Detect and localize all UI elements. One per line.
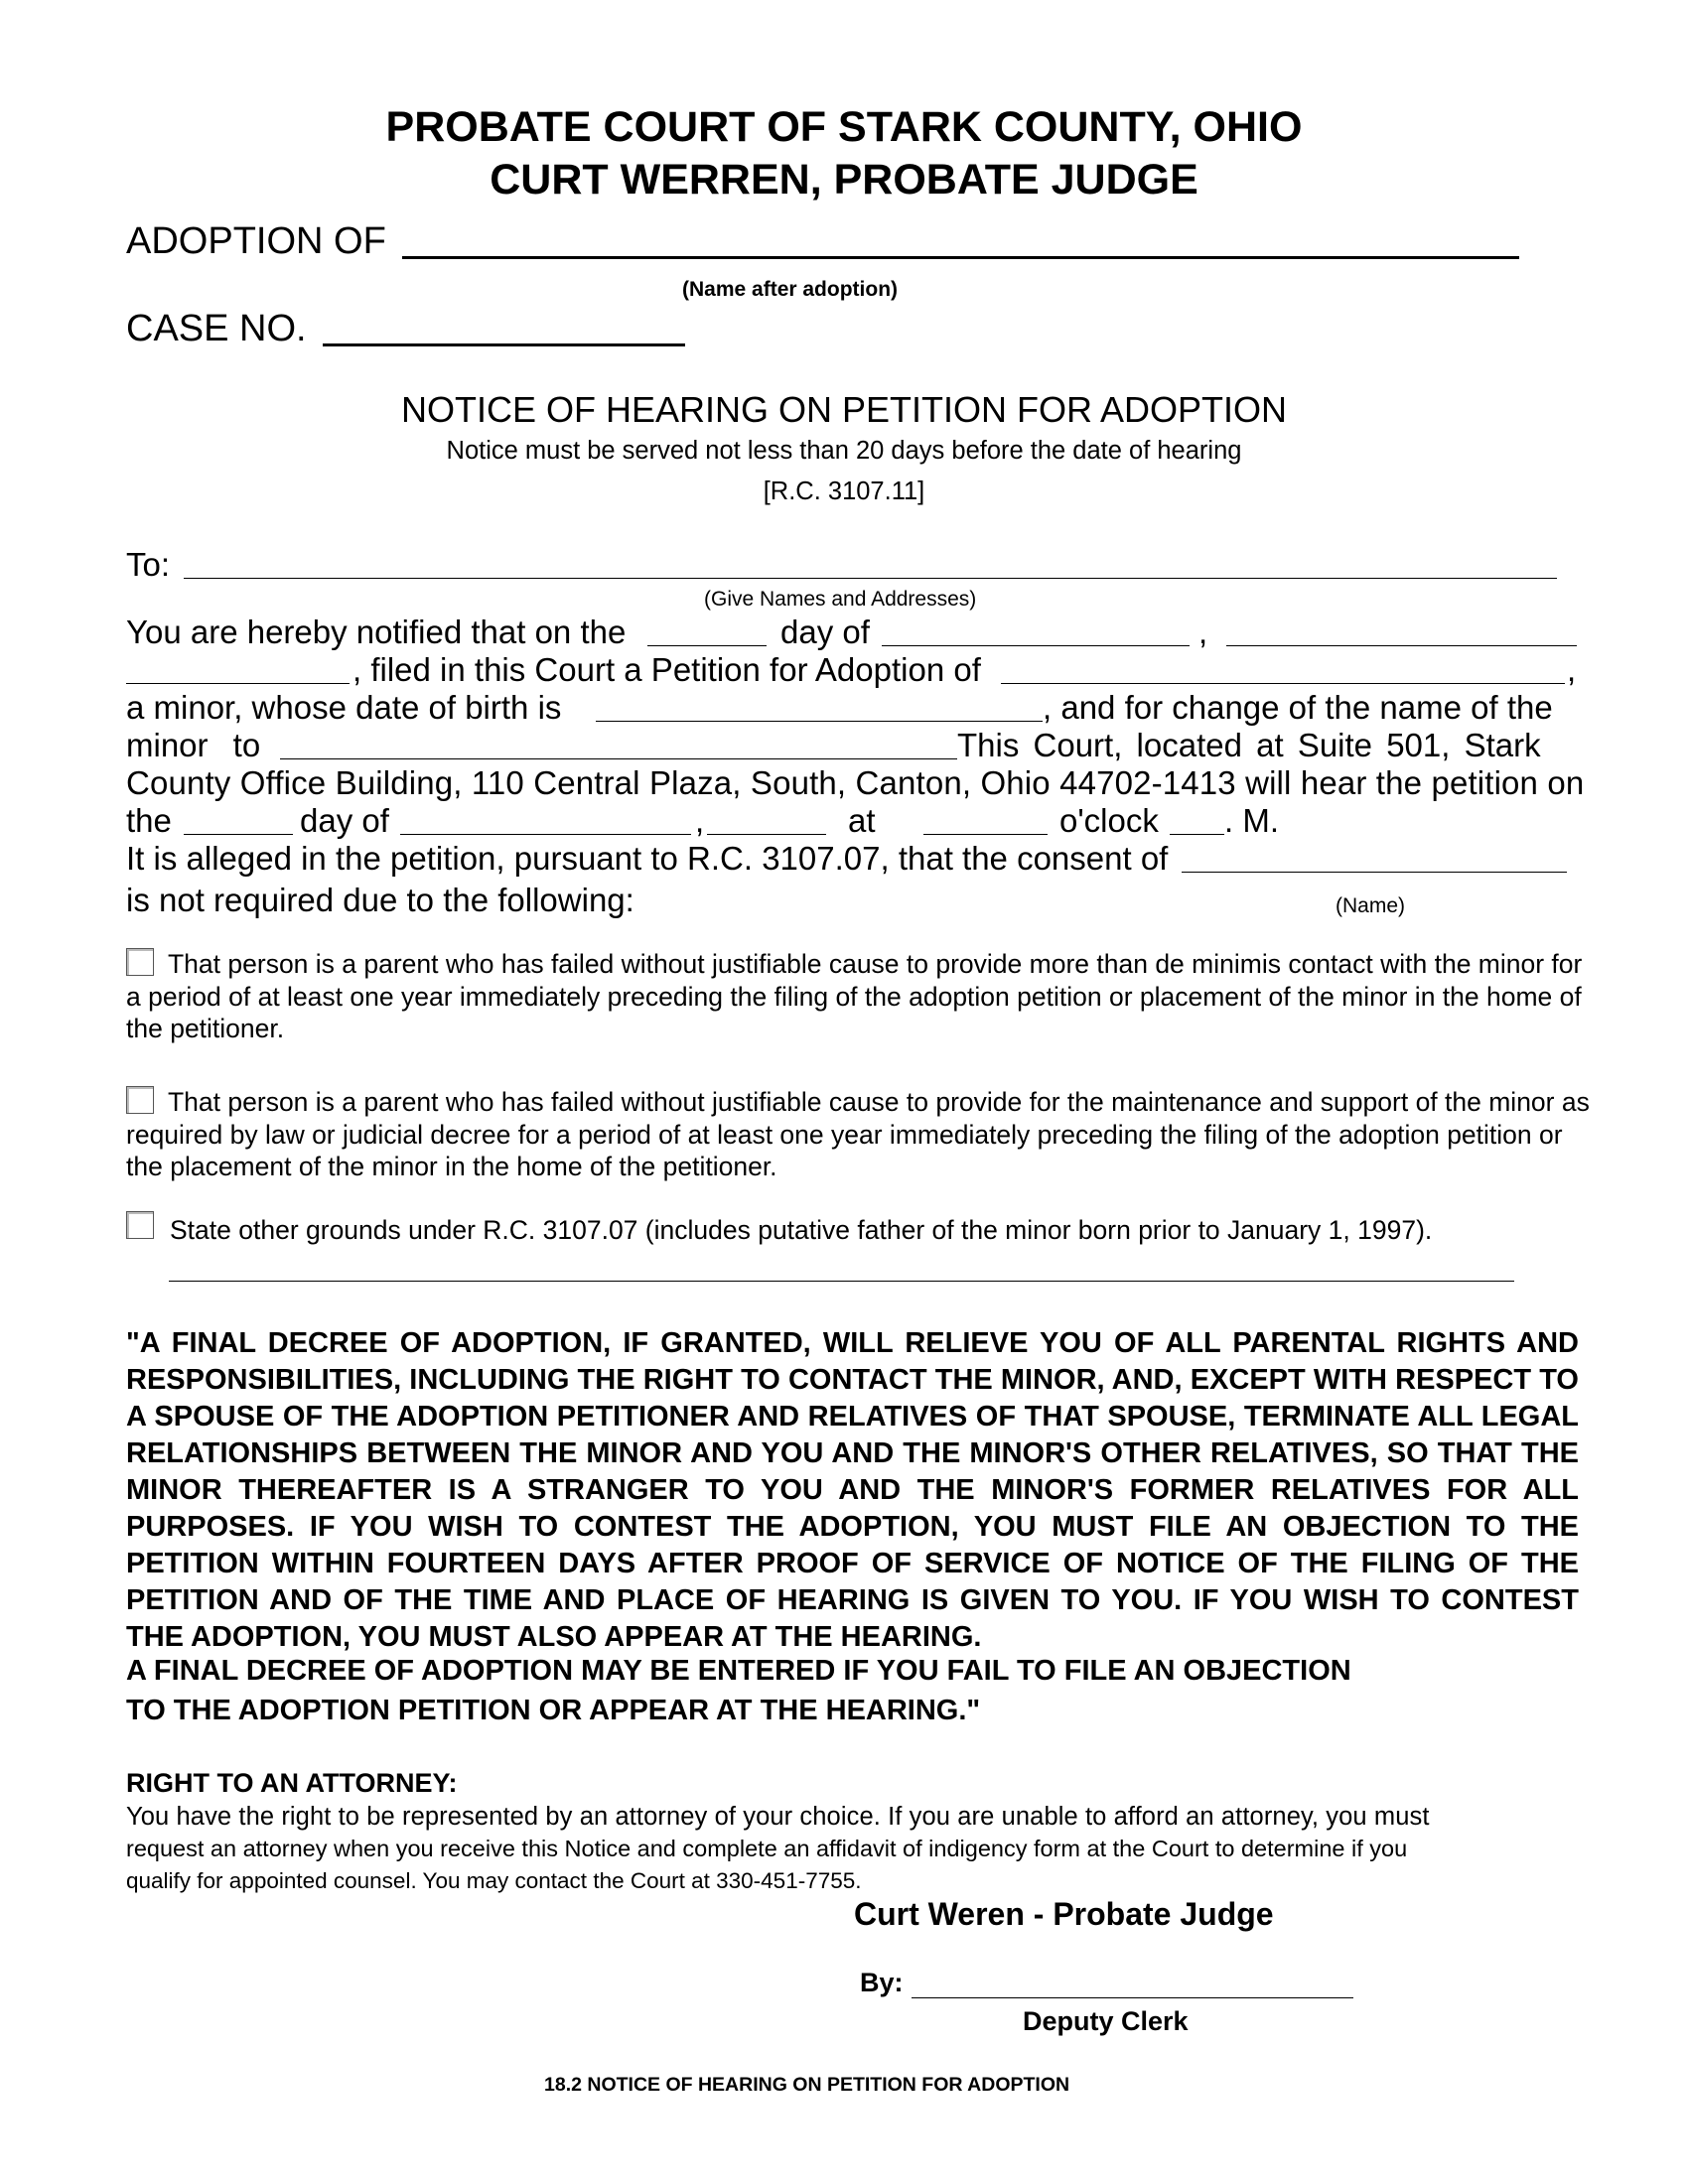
to-label: To: [126, 546, 171, 583]
court-title: PROBATE COURT OF STARK COUNTY, OHIO [385, 103, 1303, 151]
adoption-name-field[interactable] [402, 256, 1519, 259]
notice-text-line: , and for change of the name of the [1043, 689, 1553, 726]
filing-day-field[interactable] [647, 645, 767, 646]
notice-text-line: , [1567, 651, 1577, 688]
notice-text-line: day of [300, 802, 389, 839]
notice-text-line: day of [780, 614, 870, 650]
warning-main: "A FINAL DECREE OF ADOPTION, IF GRANTED, WILL RELIEVE YOU OF ALL PARENTAL RIGHTS AND RESPONSIBILITIES, INCLUDING THE RIGHT TO CONTACT THE MINOR, AND, EXCEPT WITH RESPECT TO A SPOUSE OF THE ADOPTION PETITIONER AND RELATIVES OF THAT SPOUSE, TERMINATE ALL LEGAL RELATIONSHIPS BETWEEN THE MINOR AND YOU AND THE MINOR'S OTHER RELATIVES, SO THAT THE MINOR THEREAFTER IS A STRANGER TO YOU AND THE MINOR'S FORMER RELATIVES FOR ALL PURPOSES. IF YOU WISH TO CONTEST THE ADOPTION, YOU MUST FILE AN OBJECTION TO THE PETITION WITHIN FOURTEEN DAYS AFTER PROOF OF SERVICE OF NOTICE OF THE FILING OF THE PETITION AND OF THE TIME AND PLACE OF HEARING IS GIVEN TO YOU. IF YOU WISH TO CONTEST THE ADOPTION, YOU MUST ALSO APPEAR AT THE HEARING. [126, 1327, 1579, 1653]
option-3-checkbox[interactable] [126, 1211, 154, 1239]
notice-text-line: , [1198, 614, 1208, 650]
judge-signature-name: Curt Weren - Probate Judge [854, 1896, 1274, 1932]
hearing-year-field[interactable] [707, 834, 826, 835]
recipients-hint: (Give Names and Addresses) [704, 588, 977, 611]
attorney-line-2: request an attorney when you receive this Notice and complete an affidavit of indigency form at the Court to determine if you [126, 1836, 1408, 1861]
new-name-field[interactable] [280, 758, 957, 759]
form-footer: 18.2 NOTICE OF HEARING ON PETITION FOR ADOPTION [544, 2074, 1070, 2096]
notice-text-line: a minor, whose date of birth is [126, 689, 562, 726]
case-no-label: CASE NO. [126, 308, 307, 349]
notice-text-line: This Court, located at Suite 501, Stark [957, 727, 1541, 763]
notice-text-line: You are hereby notified that on the [126, 614, 627, 650]
clerk-signature-field[interactable] [912, 1997, 1353, 1998]
notice-subtitle: Notice must be served not less than 20 days before the date of hearing [446, 437, 1242, 465]
minor-name-field[interactable] [1001, 683, 1565, 684]
name-after-adoption-hint: (Name after adoption) [682, 278, 899, 301]
hearing-day-field[interactable] [184, 834, 293, 835]
notice-text-line: It is alleged in the petition, pursuant to R.C. 3107.07, that the consent of [126, 840, 1169, 877]
am-pm-field[interactable] [1170, 834, 1224, 835]
notice-title: NOTICE OF HEARING ON PETITION FOR ADOPTION [400, 389, 1288, 430]
notice-text-line: . M. [1224, 802, 1279, 839]
notice-text-line: o'clock [1059, 802, 1159, 839]
consent-person-field[interactable] [1182, 872, 1567, 873]
attorney-heading: RIGHT TO AN ATTORNEY: [126, 1768, 458, 1798]
deputy-clerk-label: Deputy Clerk [1023, 2006, 1189, 2036]
option-3-text: State other grounds under R.C. 3107.07 (includes putative father of the minor born prior to January 1, 1997). [170, 1215, 1433, 1245]
attorney-line-1: You have the right to be represented by an attorney of your choice. If you are unable to afford an attorney, you must [126, 1803, 1430, 1831]
hearing-hour-field[interactable] [923, 834, 1048, 835]
warning-line-b: TO THE ADOPTION PETITION OR APPEAR AT THE HEARING." [126, 1695, 981, 1726]
filing-month-field[interactable] [882, 645, 1190, 646]
filing-year-continued-field[interactable] [126, 683, 350, 684]
other-grounds-field[interactable] [169, 1281, 1514, 1282]
recipients-field[interactable] [184, 578, 1557, 579]
hearing-month-field[interactable] [400, 834, 691, 835]
notice-text-line: is not required due to the following: [126, 882, 634, 918]
notice-text-line: County Office Building, 110 Central Plaza, South, Canton, Ohio 44702-1413 will hear the petition on [126, 764, 1585, 801]
attorney-line-3: qualify for appointed counsel. You may contact the Court at 330-451-7755. [126, 1868, 862, 1893]
statute-reference: [R.C. 3107.11] [763, 478, 925, 505]
case-number-field[interactable] [323, 343, 685, 346]
warning-line-a: A FINAL DECREE OF ADOPTION MAY BE ENTERED IF YOU FAIL TO FILE AN OBJECTION [126, 1655, 1351, 1687]
option-2-text: That person is a parent who has failed without justifiable cause to provide for the maintenance and support of the minor as required by law or judicial decree for a period of at least one year immediately preceding the filing of the adoption petition or the placement of the minor in the home of the petitioner. [126, 1087, 1590, 1181]
notice-text-line: at [848, 802, 876, 839]
birth-date-field[interactable] [596, 721, 1043, 722]
filing-year-field[interactable] [1226, 645, 1577, 646]
by-label: By: [860, 1968, 904, 1997]
option-1-text: That person is a parent who has failed without justifiable cause to provide more than de minimis contact with the minor for a period of at least one year immediately preceding the filing of the adoption petition or placement of the minor in the home of the petitioner. [126, 949, 1583, 1043]
notice-text-line: , [695, 802, 705, 839]
notice-text-line: , filed in this Court a Petition for Adoption of [352, 651, 981, 688]
adoption-of-label: ADOPTION OF [126, 220, 386, 262]
notice-text-line: minor to [126, 727, 261, 763]
warning-statement [126, 1325, 1579, 1656]
consent-name-hint: (Name) [1336, 894, 1406, 917]
notice-text-line: the [126, 802, 172, 839]
judge-title: CURT WERREN, PROBATE JUDGE [490, 156, 1198, 204]
